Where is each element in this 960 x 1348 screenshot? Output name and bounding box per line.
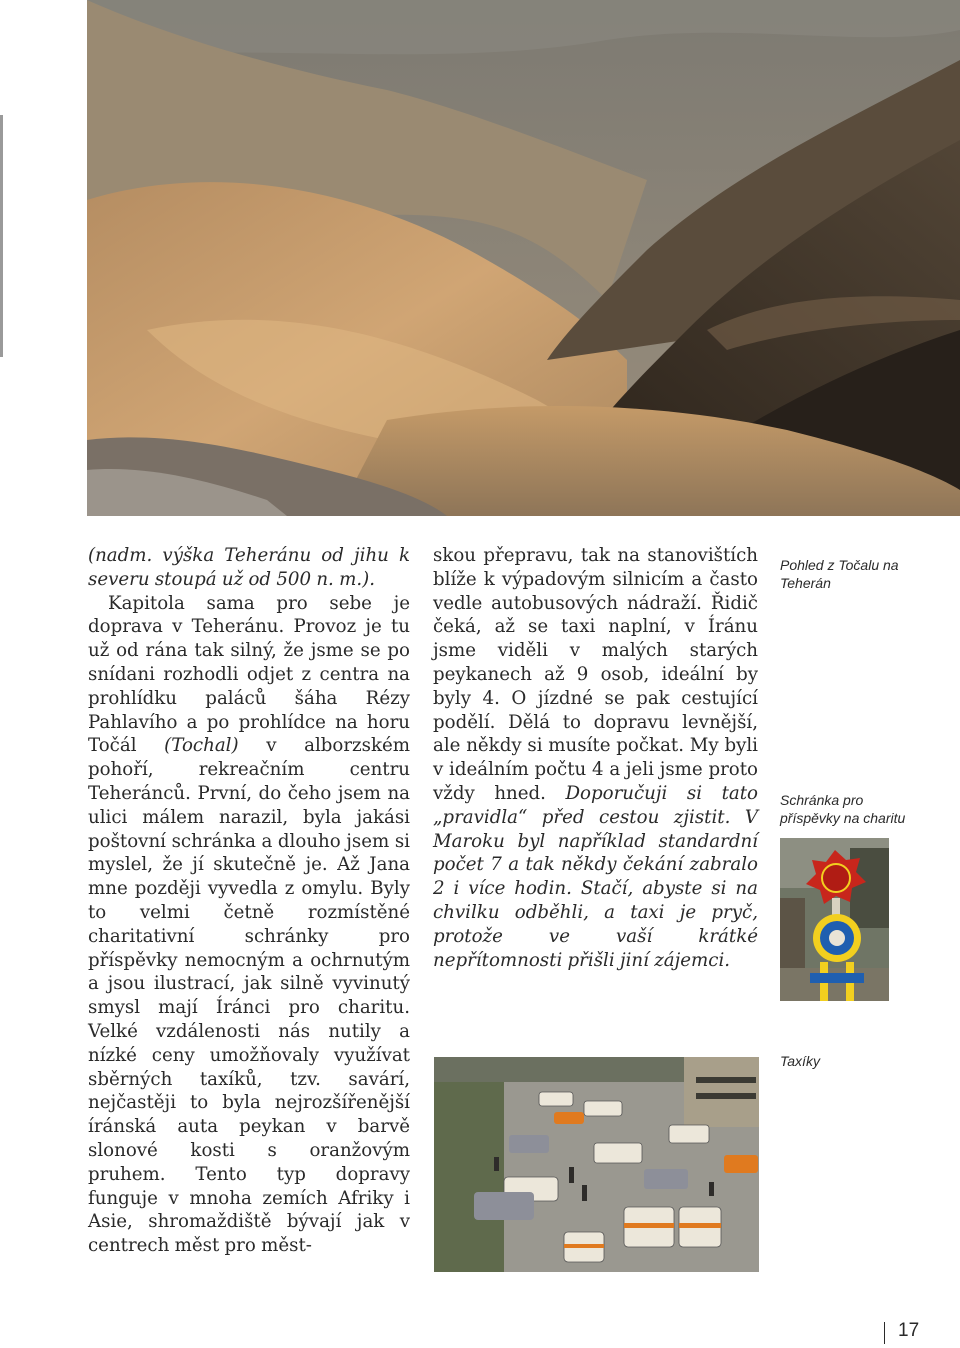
- article-text: skou přepravu, tak na stanovištích blíže k výpadovým silnicím a často vedle autobusových nádraží. Řidič čeká, až se taxi naplní, v Íránu jsme viděli v malých starých peykanech až 9 osob, ideální by byly 4. O jízdné se pak cestující podělí. Dělá to dopravu levnější, ale někdy si musíte počkat. My byli v ideálním počtu 4 a jeli jsme proto vždy hned.: [433, 545, 758, 804]
- folio-divider: [884, 1322, 885, 1344]
- article-paragraph-taxis: [433, 544, 758, 972]
- article-text: Kapitola sama pro sebe je doprava v Teheránu. Provoz je tu už od rána tak silný, že jsme se po snídani rozhodli odjet z centra na prohlídku paláců šáha Rézy Pahlavího a po prohlídce na horu Točál: [88, 592, 410, 757]
- taxi-street-photo: [434, 1057, 759, 1272]
- caption-charity-box: Schránka pro příspěvky na charitu: [780, 792, 906, 826]
- article-column-2: [433, 544, 758, 972]
- caption-taxis: Taxíky: [780, 1053, 820, 1069]
- article-text: v alborzském pohoří, rekreačním centru Teheránců. První, do čeho jsem na ulici málem narazil, byla jakási poštovní schránka a dlouho jsem si myslel, že jí skutečně je. Až Jana mne později vyvedla z omylu. Byly to velmi četně rozmístěné charitativní schránky pro příspěvky nemocným a ochrnutým a jsou ilustrací, jak silně vyvinutý smysl mají Íránci pro charitu. Velké vzdálenosti nás nutily a nízké ceny umožňovaly využívat sběrných taxíků, tzv. savárí, nejčastěji to byla nejrozšířenější íránská auta peykan v barvě slonové kosti s oranžovým pruhem. Tento typ dopravy funguje v mnoha zemích Afriky i Asie, shromaždiště bývají jak v centrech měst pro měst-: [88, 735, 411, 1257]
- article-paragraph-transport: [88, 592, 410, 1258]
- article-term-tochal: (Tochal): [164, 735, 239, 757]
- article-column-1: [88, 544, 410, 1258]
- page-number: 17: [898, 1320, 920, 1341]
- article-tip-italic: Doporučuji si tato „pravidla“ před cestou zjistit. V Maroku byl například standardní počet 7 a tak někdy čekání zabralo 2 i více hodin. Stačí, abyste si na chvilku odběhli, a taxi je pryč, protože ve vaší krátké nepřítomnosti přišli jiní zájemci.: [433, 782, 758, 971]
- article-paragraph-elevation-note: (nadm. výška Teheránu od jihu k severu stoupá už od 500 n. m.).: [88, 545, 410, 590]
- hero-photo-mountain-valley: [87, 0, 960, 516]
- caption-hero: Pohled z Točalu na Teherán: [780, 557, 899, 591]
- charity-box-photo: [780, 838, 889, 1001]
- page-edge-rule: [0, 115, 3, 357]
